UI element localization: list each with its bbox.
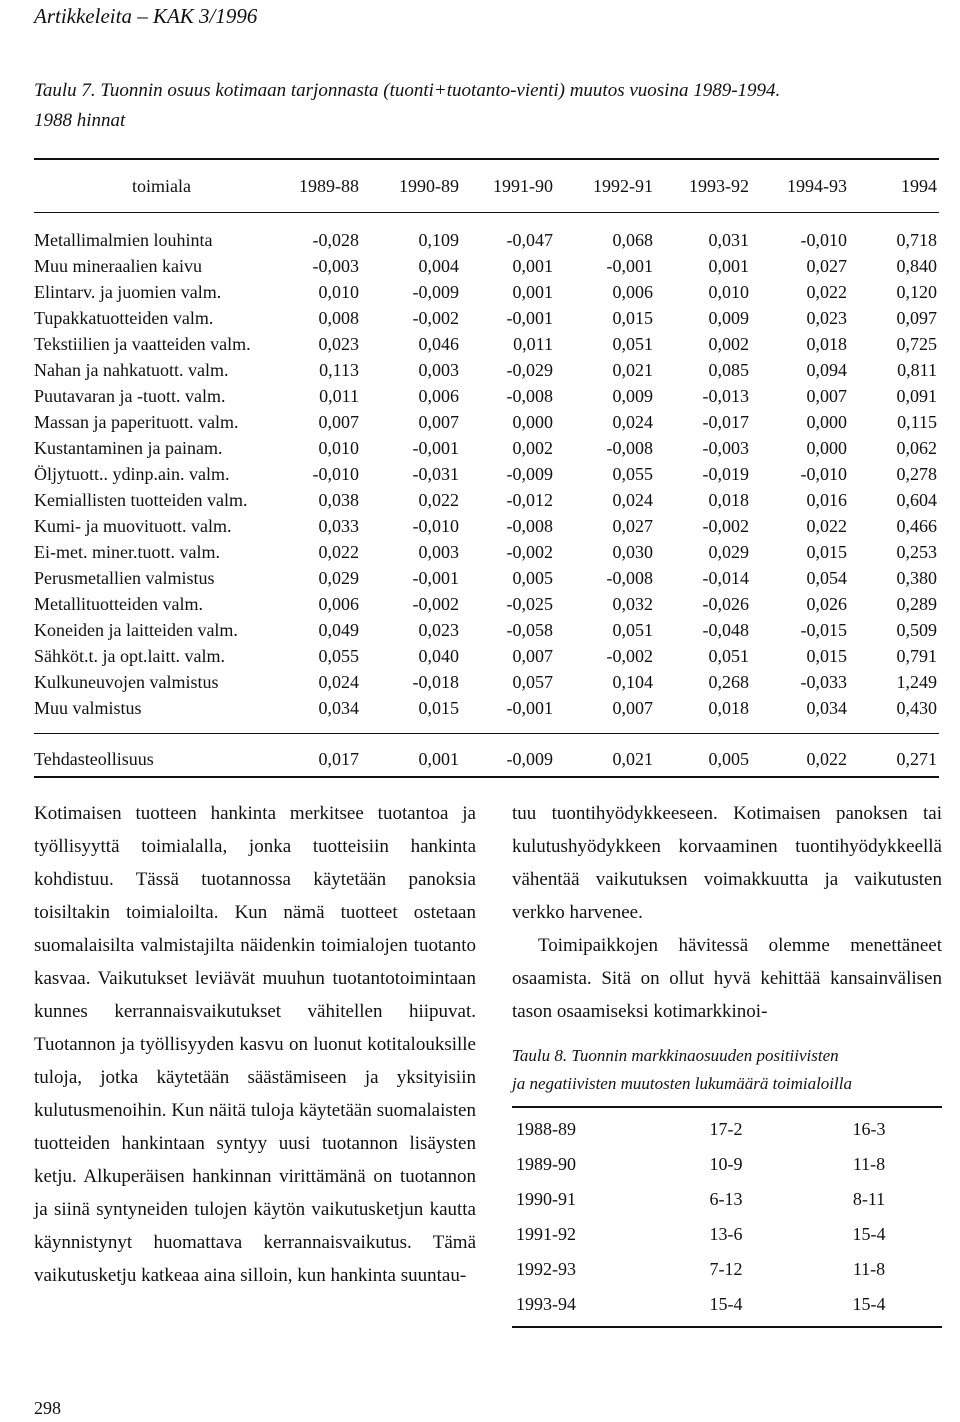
table8 [512,1106,942,1328]
table7-value-cell: -0,001 [606,256,653,276]
table7-value-cell: 0,091 [896,386,937,406]
table7-industry-cell: Ei-met. miner.tuott. valm. [34,542,220,562]
table7-value-cell: -0,008 [606,568,653,588]
table-row [34,435,939,461]
table7-value-cell: 0,024 [612,490,653,510]
table7-value-cell: 0,055 [318,646,359,666]
table7-industry-cell: Muu valmistus [34,698,142,718]
table7-value-cell: 0,097 [896,308,937,328]
table7-value-cell: -0,010 [412,516,459,536]
table7-value-cell: -0,014 [702,568,749,588]
table7-value-cell: 0,466 [896,516,937,536]
table7-industry-cell: Sähköt.t. ja opt.laitt. valm. [34,646,225,666]
table8-count-cell: 16-3 [852,1119,886,1139]
table7-value-cell: -0,002 [506,542,553,562]
table7-value-cell: 0,278 [896,464,937,484]
table7-industry-cell: Kumi- ja muovituott. valm. [34,516,232,536]
table7-value-cell: 0,430 [896,698,937,718]
table7-value-cell: 0,007 [806,386,847,406]
table7-value-cell: 0,791 [896,646,937,666]
body-text-left-column [34,797,476,1292]
table7-value-cell: 0,040 [418,646,459,666]
page-number: 298 [34,1398,61,1418]
table7-value-cell: 0,015 [612,308,653,328]
table7-value-cell: 0,022 [806,516,847,536]
table7-header-cell: 1993-92 [689,176,749,196]
table7-value-cell: 0,001 [512,282,553,302]
table7-value-cell: 0,031 [708,230,749,250]
table8-count-cell: 6-13 [709,1189,743,1209]
table7-value-cell: -0,047 [506,230,553,250]
table7-value-cell: 0,038 [318,490,359,510]
body-paragraph: Toimipaikkojen hävitessä olemme menettäneet osaamista. Sitä on ollut hyvä kehittää kansainvälisen tason osaamiseksi kotimarkkinoi- [512,935,942,1022]
table7-industry-cell: Metallituotteiden valm. [34,594,203,614]
table7-industry-cell: Kemiallisten tuotteiden valm. [34,490,248,510]
table7-total-cell: 0,005 [708,749,749,769]
table7-caption-line2: 1988 hinnat [34,110,126,131]
table7-header-cell: toimiala [132,176,191,196]
table7-value-cell: -0,008 [606,438,653,458]
table7-value-cell: 0,027 [806,256,847,276]
table7-value-cell: 0,006 [612,282,653,302]
table7-value-cell: 0,034 [806,698,847,718]
table7-value-cell: 1,249 [896,672,937,692]
table7-caption [34,76,934,136]
table7-value-cell: 0,051 [612,620,653,640]
table7-header-cell: 1990-89 [399,176,459,196]
table7-value-cell: 0,046 [418,334,459,354]
table7-value-cell: -0,002 [412,308,459,328]
table7-industry-cell: Nahan ja nahkatuott. valm. [34,360,229,380]
table7-industry-cell: Kustantaminen ja painam. [34,438,223,458]
table-row [512,1252,942,1287]
table7-value-cell: 0,004 [418,256,459,276]
table7-value-cell: -0,008 [506,386,553,406]
table7-industry-cell: Kulkuneuvojen valmistus [34,672,219,692]
table7-value-cell: 0,023 [418,620,459,640]
table-row [34,643,939,669]
table7-value-cell: -0,008 [506,516,553,536]
table8-period-cell: 1988-89 [516,1119,576,1139]
table7 [34,158,939,778]
table-row [34,487,939,513]
table7-value-cell: -0,009 [412,282,459,302]
table7-value-cell: 0,001 [708,256,749,276]
table7-value-cell: -0,019 [702,464,749,484]
table7-industry-cell: Muu mineraalien kaivu [34,256,202,276]
table-row [34,357,939,383]
table7-value-cell: 0,033 [318,516,359,536]
table-row [34,513,939,539]
table7-value-cell: 0,054 [806,568,847,588]
table-row [34,409,939,435]
table8-bottom-rule [512,1326,942,1328]
table7-value-cell: 0,104 [612,672,653,692]
table7-value-cell: 0,005 [512,568,553,588]
table7-value-cell: 0,021 [612,360,653,380]
table7-value-cell: 0,015 [806,646,847,666]
table7-value-cell: 0,010 [318,438,359,458]
table-row [512,1182,942,1217]
table7-value-cell: 0,509 [896,620,937,640]
table7-value-cell: -0,009 [506,464,553,484]
table7-total-cell: 0,001 [418,749,459,769]
table7-value-cell: -0,003 [702,438,749,458]
table7-value-cell: -0,029 [506,360,553,380]
table8-caption-line1: Taulu 8. Tuonnin markkinaosuuden positiivisten [512,1046,839,1065]
table7-value-cell: -0,001 [412,438,459,458]
table7-value-cell: -0,003 [312,256,359,276]
table7-header-cell: 1991-90 [493,176,553,196]
table7-industry-cell: Elintarv. ja juomien valm. [34,282,222,302]
table7-value-cell: -0,001 [506,308,553,328]
table-row [34,253,939,279]
body-text-right-column [512,797,942,1028]
table7-value-cell: 0,018 [806,334,847,354]
table7-value-cell: 0,253 [896,542,937,562]
table8-count-cell: 15-4 [852,1224,886,1244]
table7-value-cell: 0,026 [806,594,847,614]
table7-value-cell: -0,012 [506,490,553,510]
table7-value-cell: 0,023 [318,334,359,354]
table7-value-cell: 0,015 [806,542,847,562]
table-row [34,617,939,643]
table8-period-cell: 1992-93 [516,1259,576,1279]
table7-value-cell: 0,051 [708,646,749,666]
table7-total-row [34,734,939,776]
table8-period-cell: 1989-90 [516,1154,576,1174]
table7-value-cell: 0,022 [806,282,847,302]
table7-header-cell: 1994-93 [787,176,847,196]
table7-value-cell: 0,010 [318,282,359,302]
table7-industry-cell: Metallimalmien louhinta [34,230,213,250]
table7-value-cell: -0,026 [702,594,749,614]
table7-value-cell: 0,268 [708,672,749,692]
table7-industry-cell: Koneiden ja laitteiden valm. [34,620,238,640]
table8-count-cell: 13-6 [709,1224,743,1244]
table7-value-cell: 0,057 [512,672,553,692]
table7-value-cell: 0,113 [319,360,359,380]
table7-value-cell: 0,051 [612,334,653,354]
table-row [34,695,939,721]
table7-industry-cell: Puutavaran ja -tuott. valm. [34,386,226,406]
table7-value-cell: 0,718 [896,230,937,250]
table7-value-cell: -0,017 [702,412,749,432]
table7-value-cell: -0,013 [702,386,749,406]
table7-value-cell: 0,032 [612,594,653,614]
table7-total-cell: Tehdasteollisuus [34,749,154,769]
table8-count-cell: 10-9 [709,1154,743,1174]
table7-value-cell: 0,811 [897,360,937,380]
table8-body [512,1108,942,1326]
table7-value-cell: 0,024 [318,672,359,692]
table7-value-cell: -0,010 [312,464,359,484]
table7-value-cell: 0,023 [806,308,847,328]
table8-caption-line2: ja negatiivisten muutosten lukumäärä toimialoilla [512,1074,852,1093]
table7-value-cell: 0,016 [806,490,847,510]
table8-count-cell: 15-4 [852,1294,886,1314]
table7-value-cell: 0,003 [418,360,459,380]
table-row [34,331,939,357]
table7-value-cell: 0,009 [612,386,653,406]
table7-total-cell: 0,017 [318,749,359,769]
table7-industry-cell: Tupakkatuotteiden valm. [34,308,214,328]
table7-value-cell: 0,062 [896,438,937,458]
table7-value-cell: -0,015 [800,620,847,640]
table7-value-cell: -0,018 [412,672,459,692]
table7-value-cell: 0,049 [318,620,359,640]
table7-value-cell: 0,109 [418,230,459,250]
body-paragraph: tuu tuontihyödykkeeseen. Kotimaisen panoksen tai kulutushyödykkeen korvaaminen tuontihyödykkeellä vähentää vaikutuksen voimakkuutta ja vaikutusten verkko harvenee. [512,803,942,923]
table7-bottom-rule [34,776,939,778]
table7-value-cell: 0,003 [418,542,459,562]
table7-value-cell: -0,048 [702,620,749,640]
table7-header-cell: 1994 [901,176,937,196]
table7-value-cell: -0,028 [312,230,359,250]
table7-value-cell: 0,055 [612,464,653,484]
table7-value-cell: 0,725 [896,334,937,354]
table7-value-cell: 0,027 [612,516,653,536]
table-row [34,539,939,565]
table7-value-cell: 0,008 [318,308,359,328]
table7-industry-cell: Perusmetallien valmistus [34,568,215,588]
table8-count-cell: 11-8 [852,1154,886,1174]
table7-value-cell: 0,018 [708,490,749,510]
table7-value-cell: 0,002 [512,438,553,458]
table7-value-cell: 0,009 [708,308,749,328]
table-row [34,383,939,409]
table8-period-cell: 1993-94 [516,1294,576,1314]
table7-value-cell: 0,007 [318,412,359,432]
table7-value-cell: -0,002 [606,646,653,666]
table7-value-cell: 0,024 [612,412,653,432]
table7-value-cell: 0,120 [896,282,937,302]
table7-value-cell: -0,010 [800,464,847,484]
table7-value-cell: 0,000 [806,438,847,458]
table-row [512,1112,942,1147]
table7-value-cell: 0,022 [318,542,359,562]
table7-value-cell: -0,031 [412,464,459,484]
table7-value-cell: -0,001 [506,698,553,718]
table7-body [34,213,939,733]
table7-value-cell: 0,007 [512,646,553,666]
table7-header-cell: 1992-91 [593,176,653,196]
table8-count-cell: 7-12 [709,1259,743,1279]
table7-value-cell: -0,002 [412,594,459,614]
table7-value-cell: 0,029 [708,542,749,562]
table7-value-cell: 0,085 [708,360,749,380]
table7-industry-cell: Tekstiilien ja vaatteiden valm. [34,334,251,354]
table-row [34,669,939,695]
table-row [34,305,939,331]
table8-period-cell: 1991-92 [516,1224,576,1244]
table-row [34,565,939,591]
table7-value-cell: 0,094 [806,360,847,380]
table7-value-cell: 0,000 [806,412,847,432]
table7-total-cell: 0,271 [896,749,937,769]
table7-industry-cell: Öljytuott.. ydinp.ain. valm. [34,464,230,484]
body-paragraph: Kotimaisen tuotteen hankinta merkitsee tuotantoa ja työllisyyttä toimialalla, jonka tuotteisiin hankinta kohdistuu. Tässä tuotannossa käytetään panoksia toisiltakin toimialoilta. Kun nämä tuotteet ostetaan suomalaisilta valmistajilta näidenkin toimialojen tuotanto kasvaa. Vaikutukset leviävät muuhun tuotantotoimintaan kunnes kerrannaisvaikutukset vähitellen hiipuvat. Tuotannon ja työllisyyden kasvu on luonut kotitalouksille tuloja, jotka käytetään säästämiseen ja yksityisiin kulutusmenoihin. Kun näitä tuloja käytetään suomalaisten tuotteiden hankintaan syntyy uusi tuotannon lisäysten ketju. Alkuperäisen hankinnan virittämänä on tuotannon ja siinä syntyneiden tulojen käytön vaikutusketjun kautta käynnistynyt huomattava kerrannaisvaikutus. Tämä vaikutusketju katkeaa aina silloin, kun hankinta suuntau- [34,803,476,1286]
table7-value-cell: -0,058 [506,620,553,640]
table8-count-cell: 15-4 [709,1294,743,1314]
table7-industry-cell: Massan ja paperituott. valm. [34,412,239,432]
running-header: Artikkeleita – KAK 3/1996 [34,4,258,28]
table7-value-cell: 0,029 [318,568,359,588]
table7-value-cell: 0,068 [612,230,653,250]
table7-value-cell: 0,604 [896,490,937,510]
table7-value-cell: 0,380 [896,568,937,588]
table8-caption [512,1042,942,1098]
table-row [34,591,939,617]
table-row [512,1147,942,1182]
table8-period-cell: 1990-91 [516,1189,576,1209]
table7-value-cell: 0,018 [708,698,749,718]
table7-value-cell: -0,001 [412,568,459,588]
table7-value-cell: 0,011 [513,334,553,354]
table7-value-cell: 0,002 [708,334,749,354]
table8-count-cell: 8-11 [852,1189,886,1209]
table-row [34,461,939,487]
table-row [512,1217,942,1252]
table7-value-cell: 0,022 [418,490,459,510]
table7-value-cell: 0,007 [418,412,459,432]
table7-value-cell: 0,011 [319,386,359,406]
table-row [34,279,939,305]
table7-caption-line1: Taulu 7. Tuonnin osuus kotimaan tarjonnasta (tuonti+tuotanto-vienti) muutos vuosina 1989-1994. [34,80,781,101]
table7-value-cell: 0,289 [896,594,937,614]
table7-value-cell: 0,015 [418,698,459,718]
table-row [512,1287,942,1322]
table7-value-cell: 0,840 [896,256,937,276]
table7-value-cell: 0,030 [612,542,653,562]
table8-count-cell: 17-2 [709,1119,743,1139]
table7-value-cell: 0,000 [512,412,553,432]
table7-value-cell: -0,025 [506,594,553,614]
table7-header-row [34,160,939,212]
table7-value-cell: 0,115 [897,412,937,432]
table7-total-cell: 0,022 [806,749,847,769]
table8-count-cell: 11-8 [852,1259,886,1279]
table-row [34,227,939,253]
table7-value-cell: 0,007 [612,698,653,718]
table7-value-cell: 0,006 [318,594,359,614]
table7-value-cell: -0,010 [800,230,847,250]
table7-value-cell: 0,010 [708,282,749,302]
table7-total-cell: -0,009 [506,749,553,769]
table7-value-cell: 0,006 [418,386,459,406]
table7-header-cell: 1989-88 [299,176,359,196]
table7-total-cell: 0,021 [612,749,653,769]
table7-value-cell: -0,002 [702,516,749,536]
table7-value-cell: 0,034 [318,698,359,718]
table7-value-cell: -0,033 [800,672,847,692]
table7-value-cell: 0,001 [512,256,553,276]
